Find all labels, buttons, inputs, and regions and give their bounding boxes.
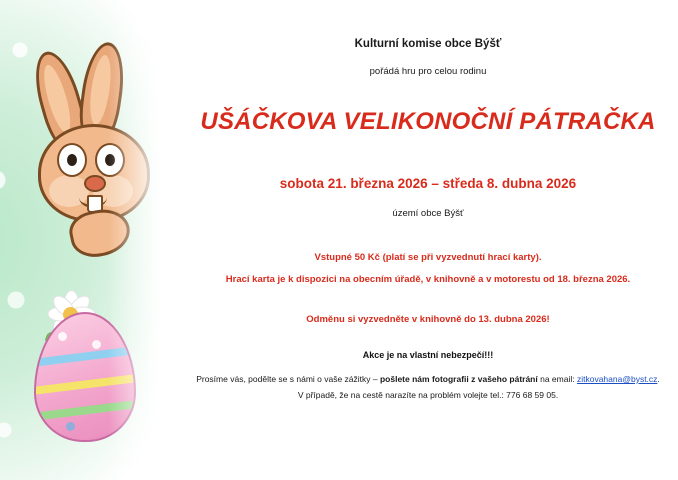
reward-pickup-note: Odměnu si vyzvedněte v knihovně do 13. dubna 2026!: [306, 314, 550, 325]
page-title: UŠÁČKOVA VELIKONOČNÍ PÁTRAČKA: [200, 108, 656, 135]
subtitle-line: pořádá hru pro celou rodinu: [369, 66, 487, 77]
share-photos-note: [178, 374, 678, 384]
illustration-fade: [108, 0, 178, 480]
share-bold-text: pošlete nám fotografii z vašeho pátrání: [379, 374, 538, 384]
illustration-panel: [0, 0, 178, 480]
share-prefix-text: Prosíme vás, podělte se s námi o vaše zážitky –: [196, 374, 380, 384]
game-card-availability: Hrací karta je k dispozici na obecním úřadě, v knihovně a v motorestu od 18. března 2026.: [225, 274, 631, 285]
contact-phone-note: V případě, že na cestě narazíte na problém volejte tel.: 776 68 59 05.: [297, 390, 559, 400]
contact-email-link[interactable]: zitkovahana@byst.cz: [576, 374, 658, 384]
share-middle-text: na email:: [537, 374, 577, 384]
event-area: území obce Býšť: [392, 208, 464, 219]
entry-fee-note: Vstupné 50 Kč (platí se při vyzvednutí hrací karty).: [314, 252, 542, 263]
share-suffix-text: .: [657, 374, 660, 384]
organizer-line: Kulturní komise obce Býšť: [354, 38, 502, 50]
event-dates: sobota 21. března 2026 – středa 8. dubna 2026: [279, 176, 577, 191]
poster-text-column: [178, 0, 678, 480]
risk-notice: Akce je na vlastní nebezpečí!!!: [362, 350, 494, 360]
